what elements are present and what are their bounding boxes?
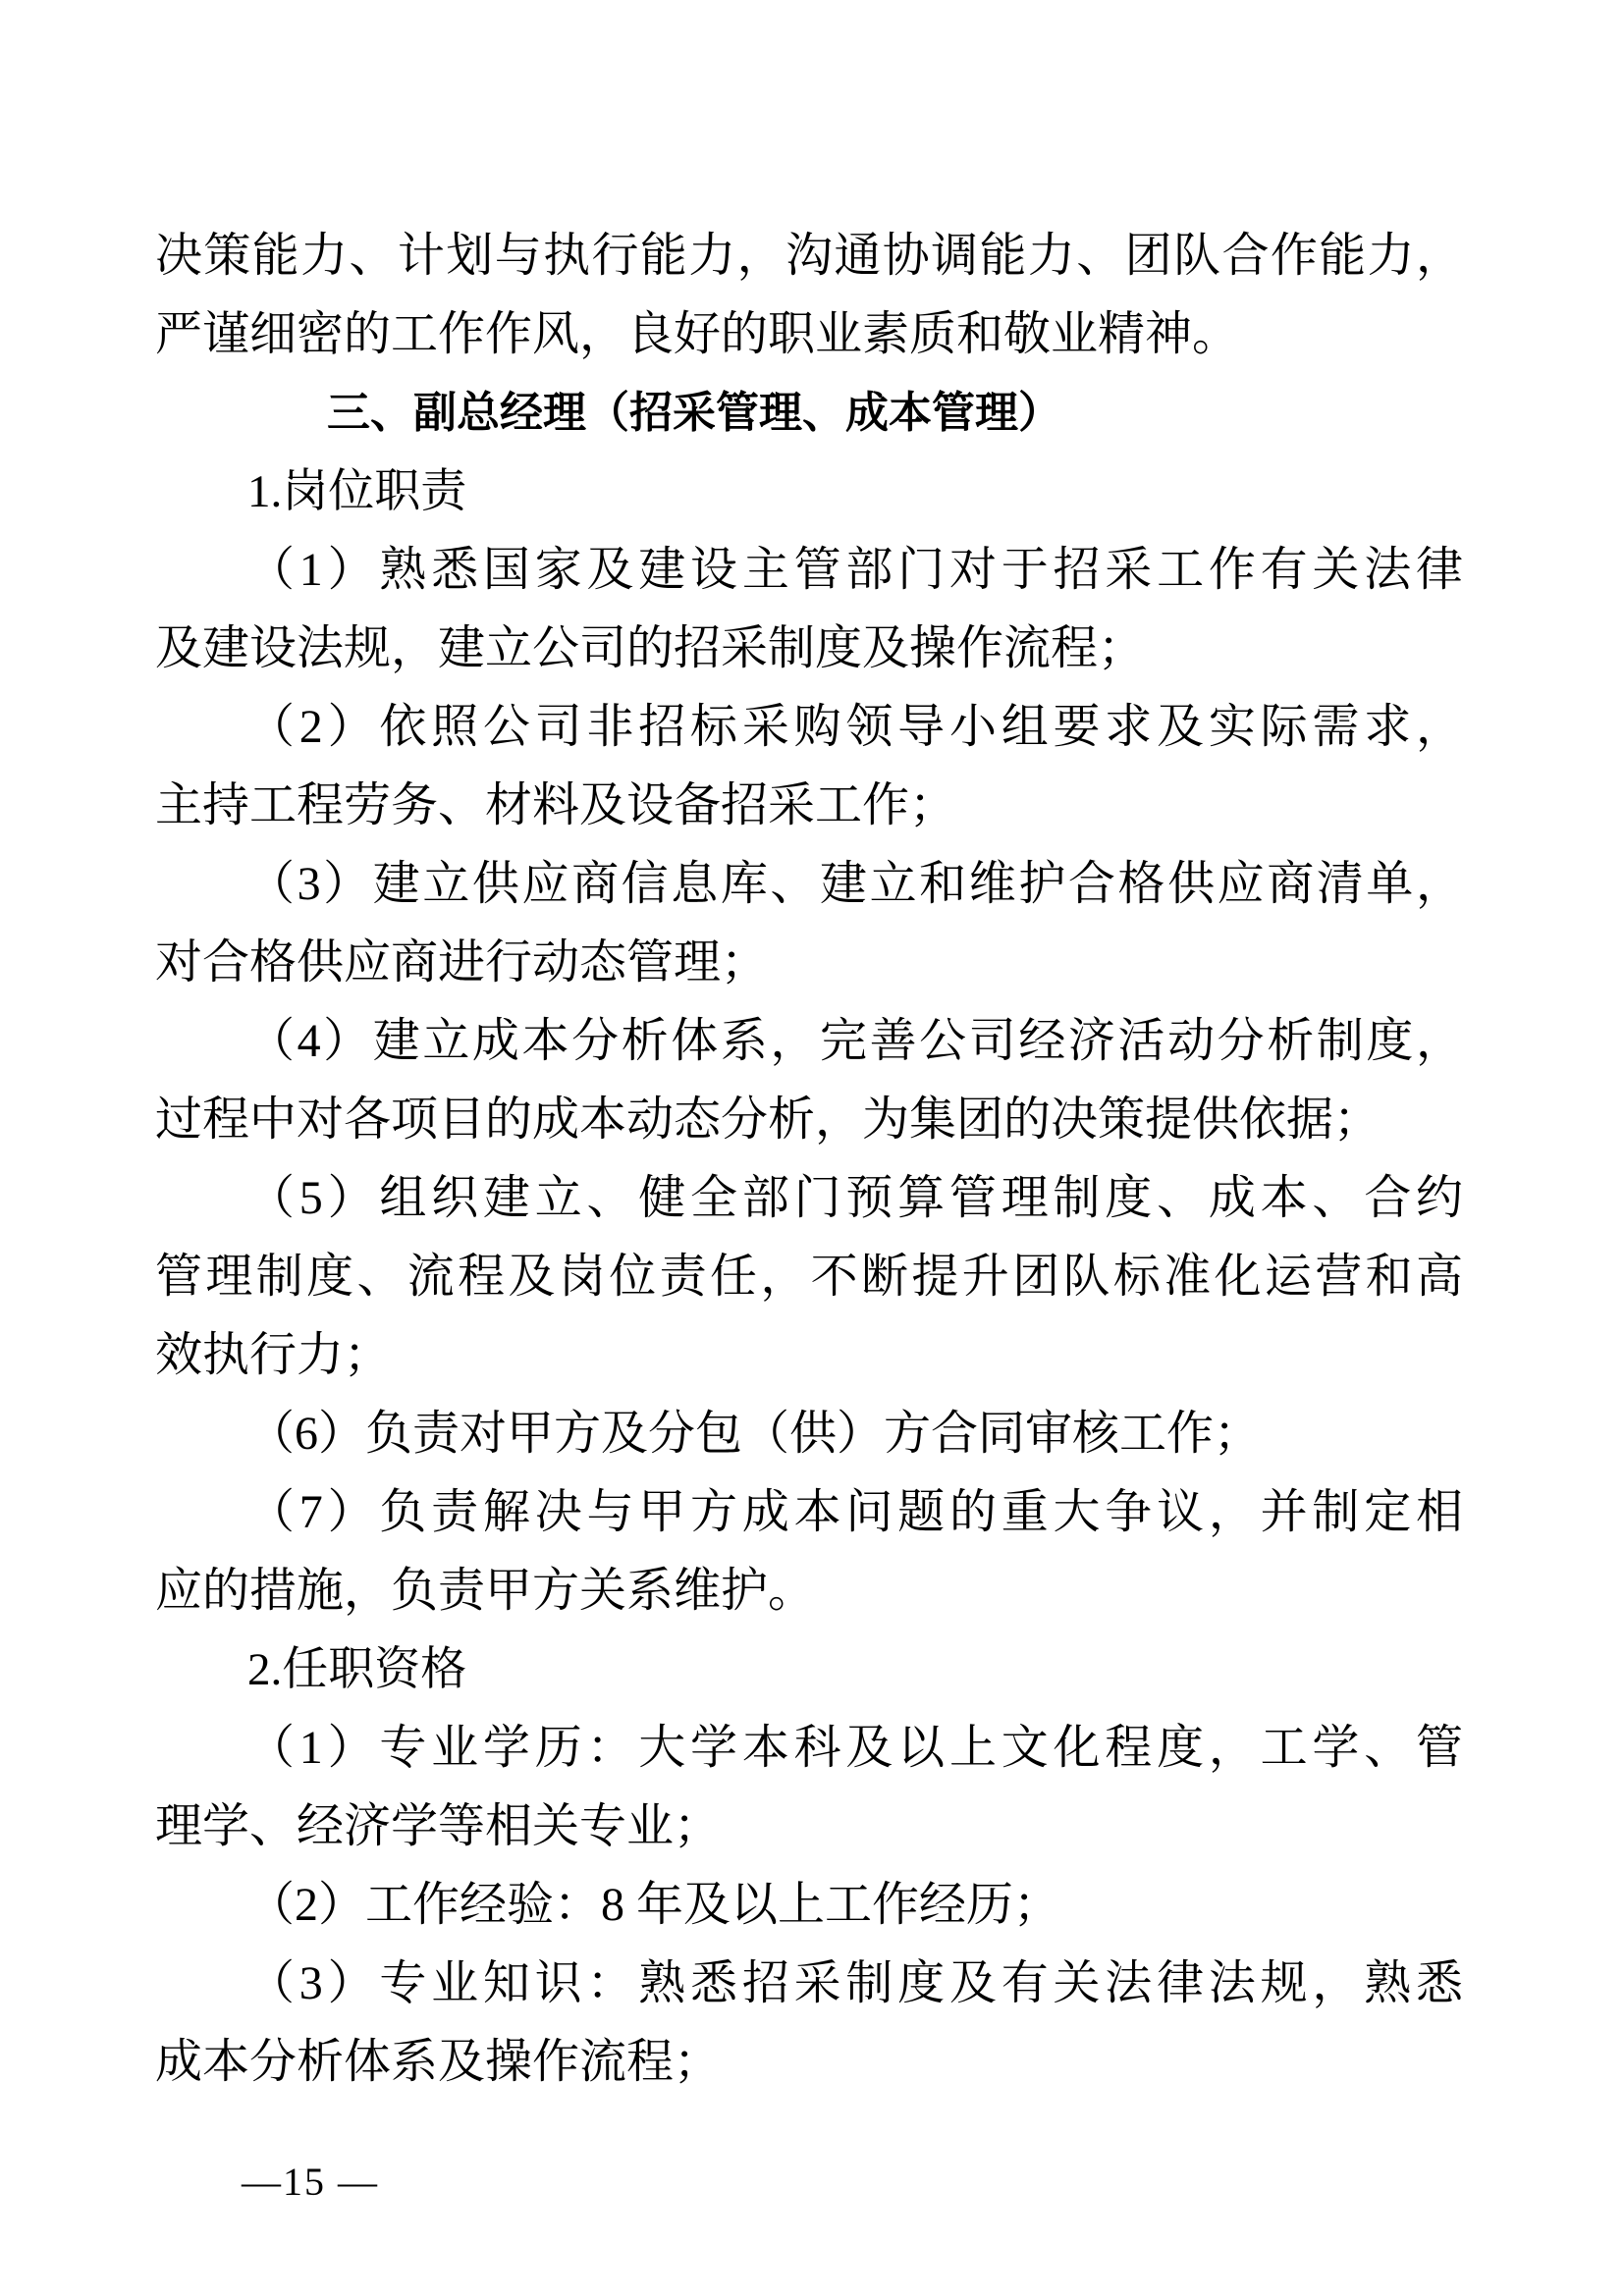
text-line: 严谨细密的工作作风，良好的职业素质和敬业精神。 <box>155 308 1240 360</box>
text-line: 对合格供应商进行动态管理； <box>155 936 769 988</box>
text-line: 及建设法规，建立公司的招采制度及操作流程； <box>155 622 1146 674</box>
text-line: 过程中对各项目的成本动态分析，为集团的决策提供依据； <box>155 1094 1381 1146</box>
text-line: 主持工程劳务、材料及设备招采工作； <box>155 779 957 831</box>
text-line: 决策能力、计划与执行能力，沟通协调能力、团队合作能力， <box>155 230 1463 282</box>
paragraph <box>155 1866 1463 1945</box>
text-line: 应的措施，负责甲方关系维护。 <box>155 1565 816 1617</box>
paragraph <box>155 1159 1463 1395</box>
paragraph <box>155 1002 1463 1159</box>
paragraph <box>155 1945 1463 2102</box>
text-line: 理学、经济学等相关专业； <box>155 1800 722 1852</box>
text-line: 三、副总经理（招采管理、成本管理） <box>327 389 1061 437</box>
text-line: （3）专业知识：熟悉招采制度及有关法律法规，熟悉 <box>247 1957 1463 2009</box>
text-line: （5）组织建立、健全部门预算管理制度、成本、合约 <box>247 1172 1463 1224</box>
document-content <box>155 217 1463 2102</box>
sub-heading <box>155 453 1463 531</box>
text-line: 1.岗位职责 <box>247 466 467 517</box>
text-line: （1）专业学历：大学本科及以上文化程度，工学、管 <box>247 1722 1463 1774</box>
page-number: —15 — <box>242 2160 379 2204</box>
text-line: （2）依照公司非招标采购领导小组要求及实际需求， <box>247 701 1463 753</box>
text-line: （3）建立供应商信息库、建立和维护合格供应商清单， <box>247 858 1463 910</box>
text-line: 2.任职资格 <box>247 1644 467 1695</box>
text-line: （4）建立成本分析体系，完善公司经济活动分析制度， <box>247 1015 1463 1067</box>
text-line: （1）熟悉国家及建设主管部门对于招采工作有关法律 <box>247 544 1463 596</box>
text-line: （6）负责对甲方及分包（供）方合同审核工作； <box>247 1408 1262 1460</box>
text-line: 管理制度、流程及岗位责任，不断提升团队标准化运营和高 <box>155 1251 1463 1303</box>
text-line: 效执行力； <box>155 1329 392 1381</box>
paragraph <box>155 531 1463 688</box>
text-line: 成本分析体系及操作流程； <box>155 2036 722 2088</box>
paragraph <box>155 845 1463 1002</box>
text-line: （7）负责解决与甲方成本问题的重大争议，并制定相 <box>247 1486 1463 1538</box>
sub-heading <box>155 1630 1463 1709</box>
text-line: （2）工作经验：8 年及以上工作经历； <box>247 1879 1061 1931</box>
paragraph <box>155 217 1463 374</box>
paragraph <box>155 688 1463 845</box>
paragraph <box>155 1395 1463 1473</box>
section-heading <box>155 374 1463 453</box>
paragraph <box>155 1473 1463 1630</box>
paragraph <box>155 1709 1463 1866</box>
